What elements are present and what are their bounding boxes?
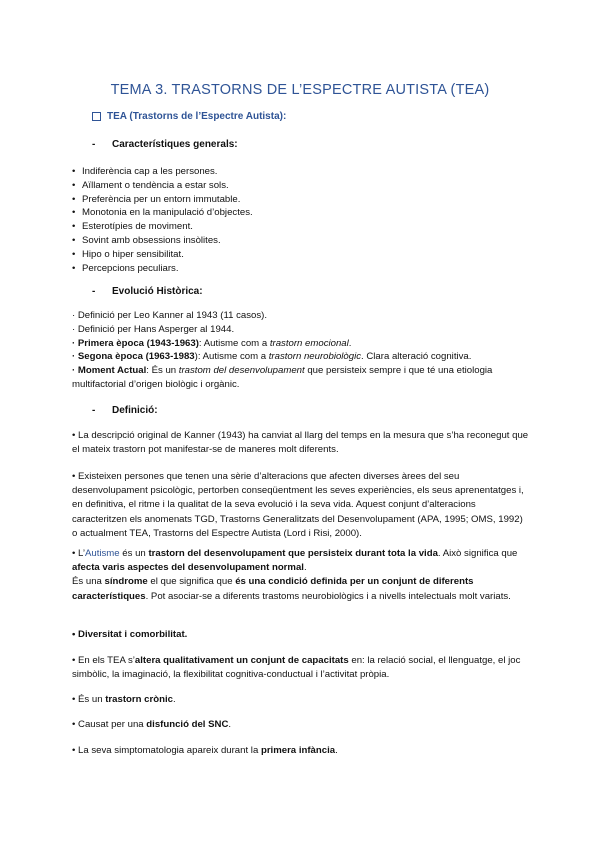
list-item: • Indiferència cap a les persones. (72, 166, 218, 177)
list-item: • Esterotípies de moviment. (72, 221, 193, 233)
evolution-line: · Segona època (1963-1983): Autisme com a trastorn neurobiològic. Clara alteració cognitiva. (72, 351, 472, 363)
definition-paragraph: • En els TEA s’altera qualitativament un conjunt de capacitats en: la relació social, el llenguatge, el joc simbòlic, la imaginació, la flexibilitat cognitiva-conductual i l’activitat pròpia. (72, 655, 521, 681)
list-item: • Percepcions peculiars. (72, 262, 179, 274)
evolution-line: · Definició per Hans Asperger al 1944. (72, 323, 235, 335)
definition-paragraph: • És un trastorn crònic. (72, 694, 176, 705)
definition-paragraph: • Diversitat i comorbilitat. (72, 629, 188, 640)
definition-paragraph: • L’Autisme és un trastorn del desenvolupament que persisteix durant tota la vida. Això significa que afecta varis aspectes del desenvolupament normal. És una síndrome el que significa que és una condició definida per un conjunt de diferents característiques. Pot asociar-se a diferents trastoms neurobiològics i a nivells intelectuals molt variats. (72, 548, 518, 602)
list-item: • Aïllament o tendència a estar sols. (72, 179, 229, 191)
section-caracteristiques: - Característiques generals: (92, 139, 238, 150)
definition-paragraph: • La descripció original de Kanner (1943) ha canviat al llarg del temps en la mesura que s’ha reconegut que el mateix trastorn pot manifestar-se de maneres molt diferents. (72, 430, 529, 456)
evolution-line: · Primera època (1943-1963): Autisme com a trastorn emocional. (72, 337, 352, 349)
definition-paragraph: • Existeixen persones que tenen una sèrie d’alteracions que afecten diverses àrees del seu desenvolupament psicològic, pertorben conseqüentment les seves experiències, els seus aprenentatges i, en definitiva, el ritme i la qualitat de la seva evolució i la seva vida. Aquest conjunt d’alteracions caracteritzen els anomenats TGD, Trastorns Generalitzats del Desenvolupament (APA, 1995; OMS, 1992) o actualment TEA, Trastorns del Espectre Autista (Lord i Risi, 2000). (72, 471, 524, 539)
list-item: • Hipo o hiper sensibilitat. (72, 248, 184, 260)
tea-heading (92, 111, 286, 122)
checkbox-icon (92, 112, 101, 121)
section-definicio: - Definició: (92, 405, 158, 416)
tea-heading-text: TEA (Trastorns de l’Espectre Autista): (107, 111, 287, 122)
list-item: • Preferència per un entorn immutable. (72, 193, 241, 205)
section-evolucio: - Evolució Històrica: (92, 286, 203, 297)
evolution-block (72, 309, 532, 392)
definition-paragraph: • Causat per una disfunció del SNC. (72, 719, 232, 730)
definition-paragraph: • La seva simptomatologia apareix durant la primera infància. (72, 745, 338, 756)
list-item: • Monotonia en la manipulació d’objectes. (72, 207, 253, 219)
evolution-line: · Moment Actual: És un trastom del desenvolupament que persisteix sempre i que té una etiologia multifactorial d’origen biològic i orgànic. (72, 365, 493, 390)
list-item: • Sovint amb obsessions insòlites. (72, 234, 221, 246)
page-title: TEMA 3. TRASTORNS DE L’ESPECTRE AUTISTA (TEA) (110, 82, 490, 98)
characteristics-list (72, 165, 253, 275)
evolution-line: · Definició per Leo Kanner al 1943 (11 casos). (72, 310, 268, 321)
